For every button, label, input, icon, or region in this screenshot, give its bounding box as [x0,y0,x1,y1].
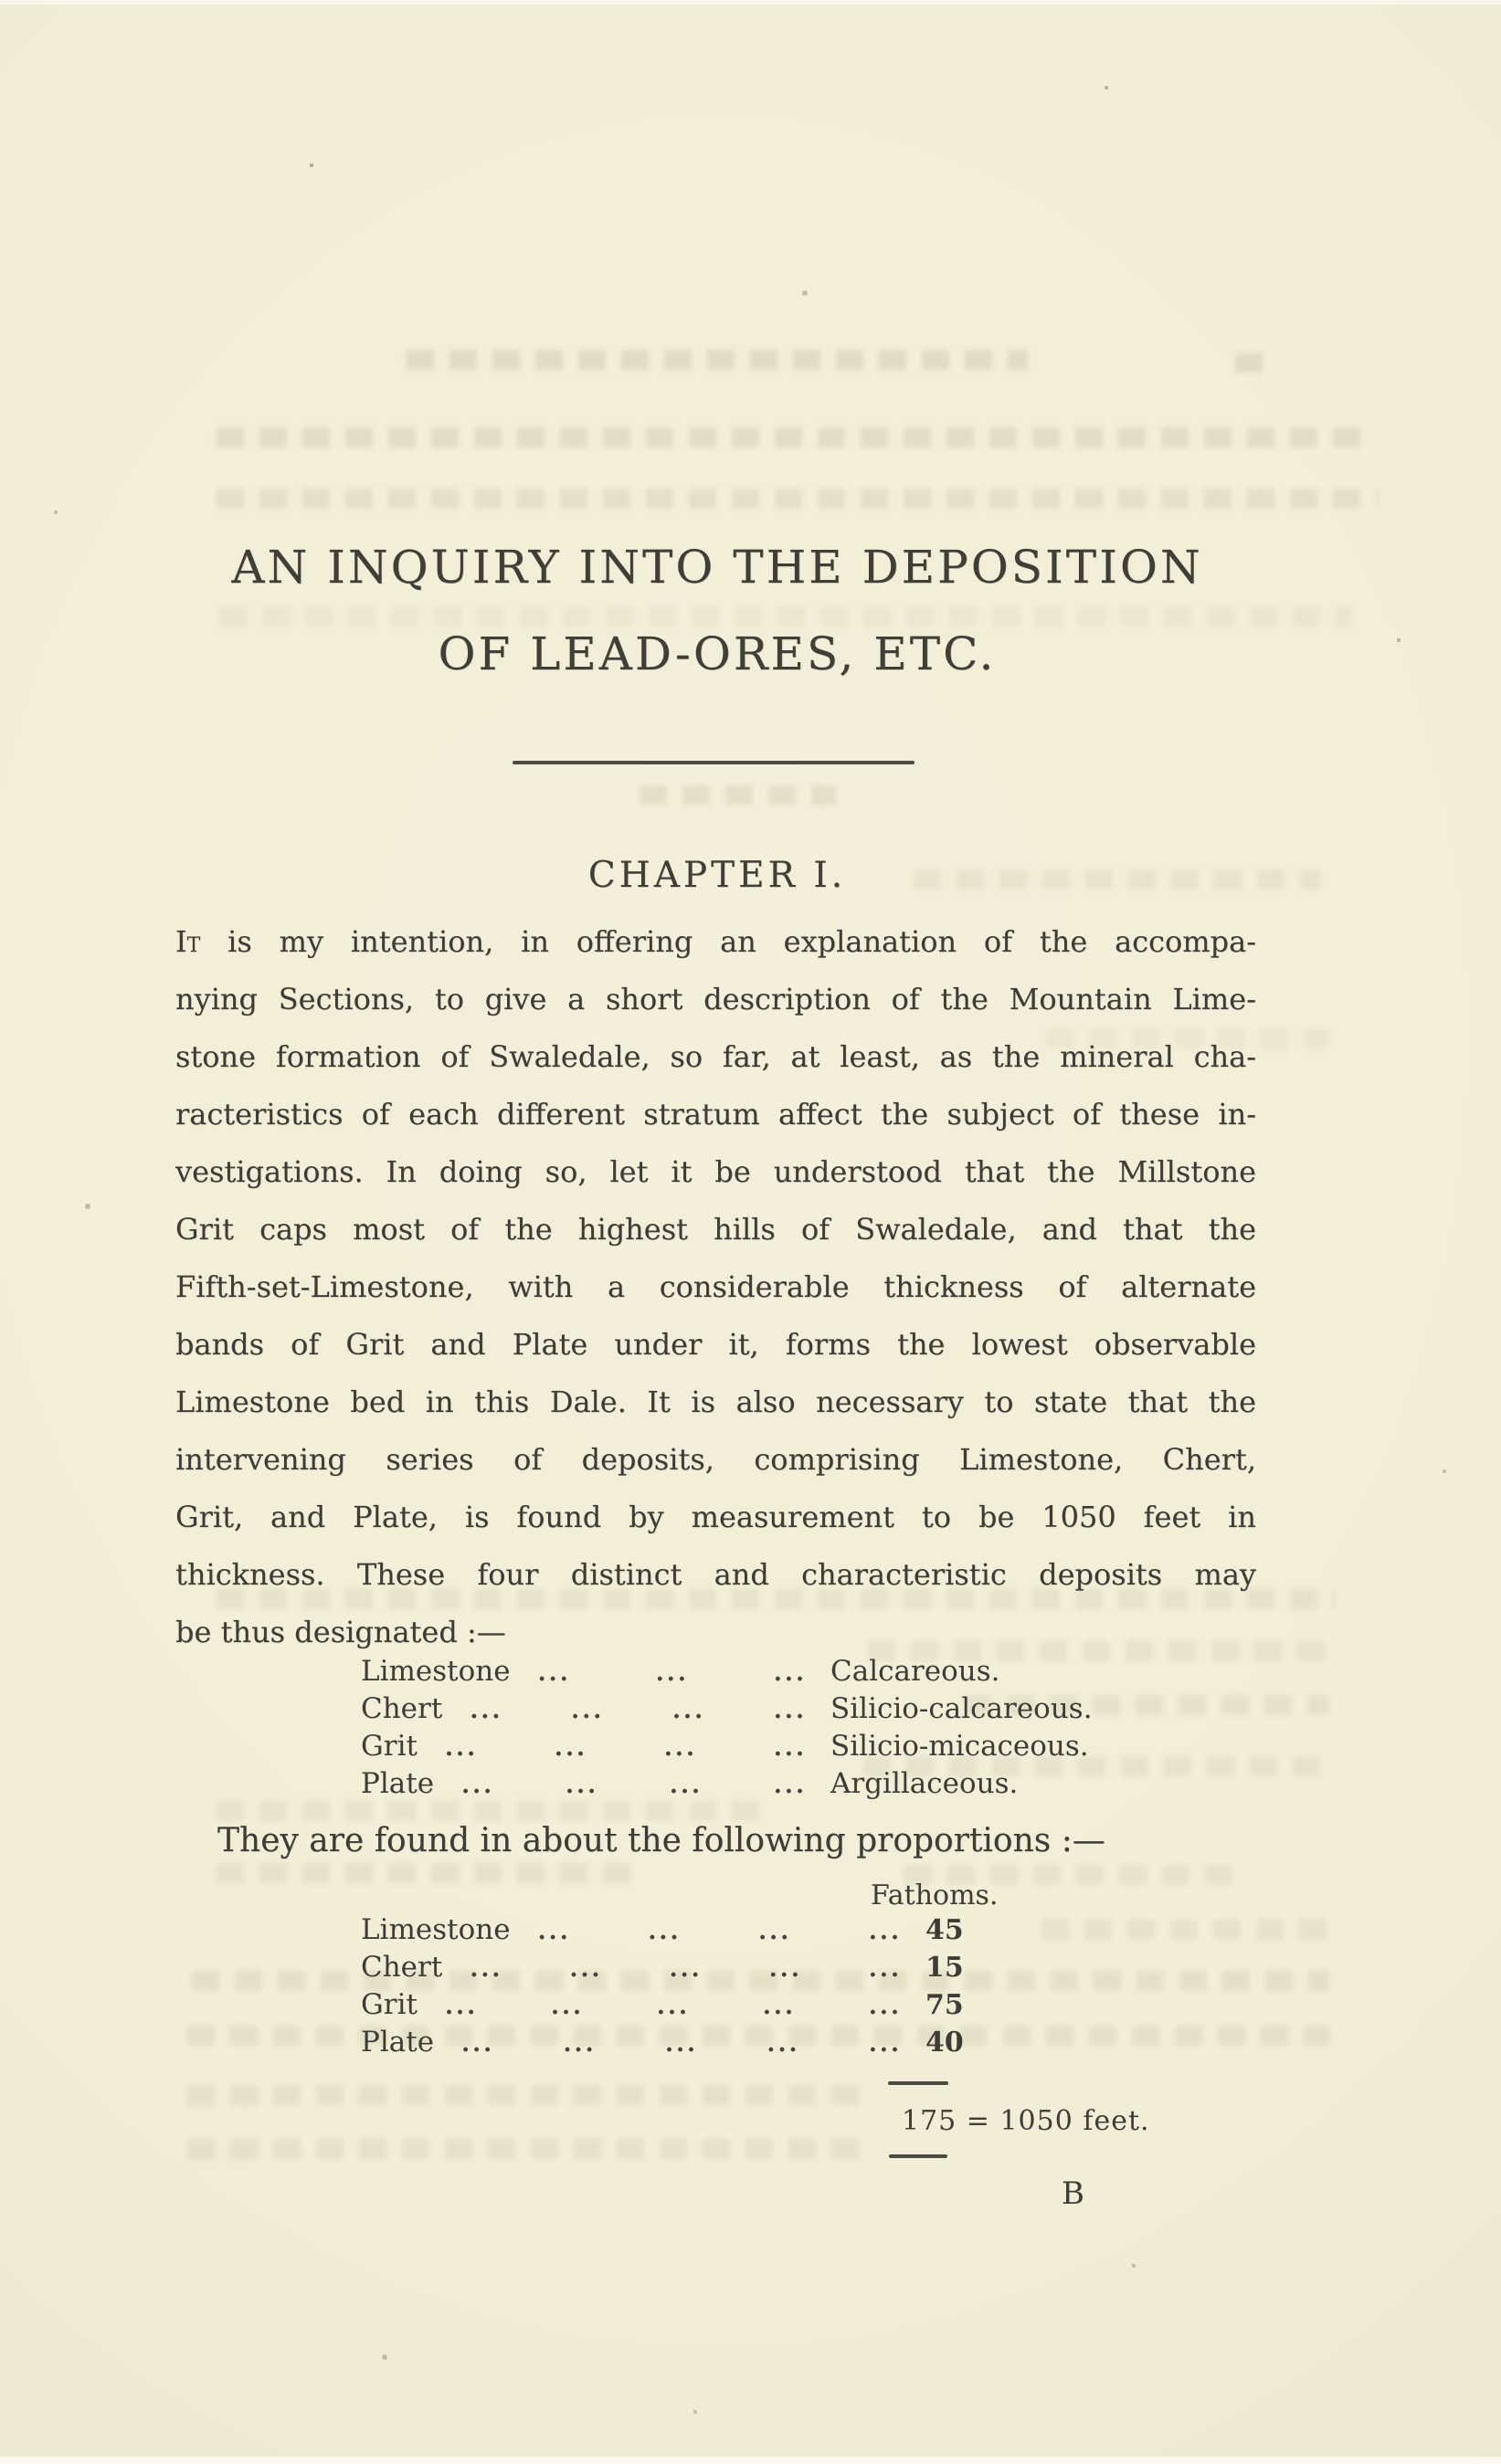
scan-edge-top [0,0,1501,5]
fathoms-column-header: Fathoms. [871,1880,999,1911]
title-divider-rule [513,761,914,764]
scan-edge-bottom [0,2457,1501,2464]
table-row [361,1692,1092,1730]
paragraph-line-text: is my intention, in offering an explanation of the accompa- [227,924,1257,959]
paragraph-line: be thus designated :— [175,1615,506,1649]
table-row [361,1988,982,2026]
paragraph-line: Grit caps most of the highest hills of Swaledale, and that the [175,1212,1256,1247]
dot-leader: ... ... ... ... [461,1772,807,1799]
table-row [361,1730,1092,1767]
chapter-paragraph [175,913,1256,1661]
bleed-through-line [640,785,836,806]
table-row [361,1655,1092,1692]
lead-word-small-caps: It [175,924,201,959]
signature-mark: B [1062,2175,1084,2212]
chapter-heading: CHAPTER I. [587,855,847,896]
paragraph-line: nying Sections, to give a short description of the Mountain Lime- [175,982,1256,1016]
proportions-table [361,1913,982,2063]
bleed-through-line [407,350,1028,370]
deposit-designation: Calcareous. [830,1655,1000,1688]
table-row [361,1767,1092,1805]
bleed-through-page-number [1235,353,1274,373]
table-row [361,1913,982,1951]
deposit-name: Limestone [361,1655,511,1688]
table-row [361,2026,982,2063]
paragraph-line: intervening series of deposits, comprising Limestone, Chert, [175,1442,1256,1477]
paragraph-line: bands of Grit and Plate under it, forms the lowest observable [175,1327,1256,1362]
dot-leader: ... ... ... ... ... [470,1955,902,1983]
bleed-through-line [217,427,1375,448]
proportions-intro: They are found in about the following proportions :— [217,1822,1105,1859]
paragraph-line: vestigations. In doing so, let it be understood that the Millstone [175,1154,1256,1189]
dot-leader: ... ... ... ... [444,1734,807,1762]
fathoms-value: 75 [925,1989,964,2021]
bleed-through-line [217,1863,646,1883]
sum-rule-top [888,2081,948,2085]
dot-leader: ... ... ... ... [470,1697,807,1724]
bleed-through-line [187,2139,868,2159]
bleed-through-line [187,2085,868,2105]
bleed-through-line [217,489,1379,509]
dot-leader: ... ... ... ... [537,1918,902,1945]
paragraph-line: thickness. These four distinct and characteristic deposits may [175,1557,1256,1592]
table-row [361,1951,982,1988]
book-title-line2: OF LEAD-ORES, ETC. [438,627,997,680]
paragraph-line: Limestone bed in this Dale. It is also necessary to state that the [175,1385,1256,1419]
fathoms-value: 15 [925,1952,964,1984]
deposit-designation: Argillaceous. [830,1767,1019,1800]
fathoms-value: 45 [925,1914,964,1946]
deposit-name: Plate [361,2026,435,2059]
paragraph-line: Grit, and Plate, is found by measurement to be 1050 feet in [175,1500,1256,1534]
dot-leader: ... ... ... [537,1659,807,1687]
total-line: 175 = 1050 feet. [902,2105,1150,2137]
paragraph-line [175,913,1256,971]
deposit-designation: Silicio-calcareous. [830,1692,1093,1725]
deposit-name: Plate [361,1767,435,1800]
designation-table [361,1655,1092,1805]
paragraph-line: stone formation of Swaledale, so far, at least, as the mineral cha- [175,1039,1256,1074]
paragraph-line: Fifth-set-Limestone, with a considerable thickness of alternate [175,1269,1256,1304]
deposit-name: Grit [361,1988,418,2021]
sum-rule-bottom [889,2154,947,2158]
paragraph-line: racteristics of each different stratum affect the subject of these in- [175,1097,1256,1132]
book-title-line1: AN INQUIRY INTO THE DEPOSITION [231,541,1203,594]
deposit-name: Limestone [361,1913,511,1946]
deposit-designation: Silicio-micaceous. [830,1730,1089,1763]
deposit-name: Chert [361,1951,443,1984]
dot-leader: ... ... ... ... ... [444,1993,902,2020]
dot-leader: ... ... ... ... ... [461,2030,902,2058]
deposit-name: Grit [361,1730,418,1763]
bleed-through-line [219,606,1352,627]
paper-specks [0,0,2,2]
bleed-through-line [1041,1920,1334,1940]
deposit-name: Chert [361,1692,443,1725]
fathoms-value: 40 [925,2027,964,2059]
